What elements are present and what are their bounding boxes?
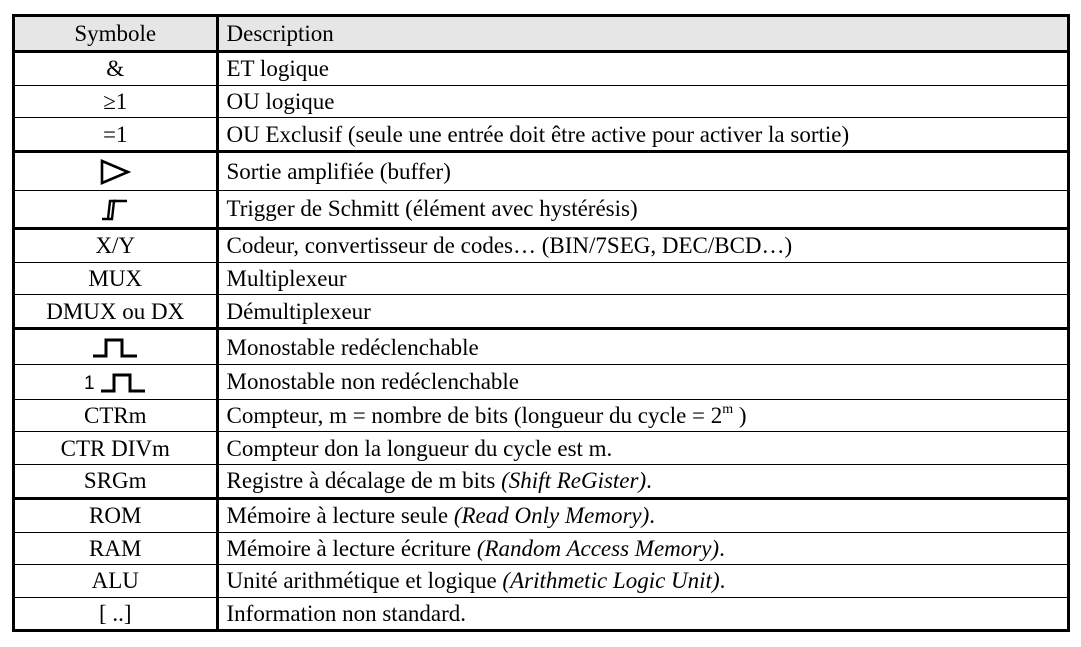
table-row bbox=[15, 432, 1067, 465]
table-row bbox=[15, 191, 1067, 229]
table-row bbox=[15, 118, 1067, 152]
table-row bbox=[15, 498, 1067, 532]
symbol-prefix: 1 bbox=[83, 372, 95, 394]
table-row bbox=[15, 532, 1067, 565]
table-row bbox=[15, 152, 1067, 191]
description-italic: (Shift ReGister) bbox=[501, 468, 647, 494]
description-cell: ET logique bbox=[226, 56, 329, 82]
header-description: Description bbox=[217, 17, 1067, 52]
table-row bbox=[15, 228, 1067, 262]
symbol-cell: =1 bbox=[15, 118, 217, 152]
table-row bbox=[15, 597, 1067, 629]
description-cell: Information non standard. bbox=[217, 597, 1067, 629]
description-end: . bbox=[719, 568, 726, 594]
description-cell bbox=[217, 399, 1067, 432]
description-cell: Démultiplexeur bbox=[217, 295, 1067, 329]
pulse-icon bbox=[99, 372, 147, 394]
symbol-cell: MUX bbox=[15, 262, 217, 295]
description-text: Mémoire à lecture seule bbox=[226, 503, 454, 529]
pulse-icon bbox=[91, 337, 139, 359]
table-row bbox=[15, 399, 1067, 432]
header-row bbox=[15, 17, 1067, 52]
description-text: Registre à décalage de m bits bbox=[226, 468, 502, 494]
table-row bbox=[15, 52, 1067, 86]
symbol-cell bbox=[15, 365, 217, 400]
symbol-cell: & bbox=[15, 52, 217, 86]
symbol-cell: ≥1 bbox=[15, 85, 217, 118]
table-row bbox=[15, 365, 1067, 400]
description-italic: (Read Only Memory) bbox=[453, 503, 650, 529]
symbol-cell: [ ..] bbox=[15, 597, 217, 629]
description-italic: (Arithmetic Logic Unit) bbox=[502, 568, 720, 594]
symbol-cell: CTRm bbox=[15, 399, 217, 432]
header-symbol: Symbole bbox=[15, 17, 217, 52]
description-cell: Monostable redéclenchable bbox=[217, 329, 1067, 365]
non-retriggerable-symbol bbox=[84, 372, 147, 394]
symbol-cell: ALU bbox=[15, 565, 217, 598]
table-row bbox=[15, 464, 1067, 498]
description-cell: OU Exclusif (seule une entrée doit être active pour activer la sortie) bbox=[217, 118, 1067, 152]
description-superscript: m bbox=[722, 402, 734, 417]
symbol-table-frame bbox=[12, 14, 1070, 632]
description-cell bbox=[217, 464, 1067, 498]
description-end: . bbox=[646, 468, 652, 494]
symbol-cell bbox=[15, 329, 217, 365]
symbol-cell bbox=[15, 152, 217, 191]
schmitt-trigger-icon bbox=[99, 198, 131, 222]
symbol-table bbox=[15, 17, 1067, 629]
description-cell: Trigger de Schmitt (élément avec hystérésis) bbox=[217, 191, 1067, 229]
description-text: Mémoire à lecture écriture bbox=[226, 535, 477, 561]
symbol-cell: RAM bbox=[15, 532, 217, 565]
symbol-cell: CTR DIVm bbox=[15, 432, 217, 465]
symbol-cell: SRGm bbox=[15, 464, 217, 498]
symbol-cell: DMUX ou DX bbox=[15, 295, 217, 329]
description-cell bbox=[217, 532, 1067, 565]
symbol-cell bbox=[15, 191, 217, 229]
description-cell: Compteur don la longueur du cycle est m. bbox=[217, 432, 1067, 465]
description-italic: (Random Access Memory) bbox=[476, 535, 720, 561]
description-cell: Sortie amplifiée (buffer) bbox=[217, 152, 1067, 191]
description-text: Unité arithmétique et logique bbox=[226, 568, 503, 594]
table-row bbox=[15, 262, 1067, 295]
description-end: ) bbox=[733, 403, 747, 428]
table-row bbox=[15, 295, 1067, 329]
buffer-triangle-icon bbox=[99, 159, 131, 185]
description-cell: Codeur, convertisseur de codes… (BIN/7SEG, DEC/BCD…) bbox=[217, 228, 1067, 262]
description-cell: OU logique bbox=[217, 85, 1067, 118]
description-cell bbox=[217, 498, 1067, 532]
description-text: Compteur, m = nombre de bits (longueur du cycle = 2 bbox=[226, 403, 723, 428]
description-cell bbox=[217, 565, 1067, 598]
description-cell: Multiplexeur bbox=[217, 262, 1067, 295]
symbol-cell: X/Y bbox=[15, 228, 217, 262]
description-end: . bbox=[719, 535, 725, 561]
description-cell: Monostable non redéclenchable bbox=[217, 365, 1067, 400]
table-row bbox=[15, 85, 1067, 118]
description-end: . bbox=[649, 503, 656, 529]
symbol-cell: ROM bbox=[15, 498, 217, 532]
table-row bbox=[15, 329, 1067, 365]
table-row bbox=[15, 565, 1067, 598]
